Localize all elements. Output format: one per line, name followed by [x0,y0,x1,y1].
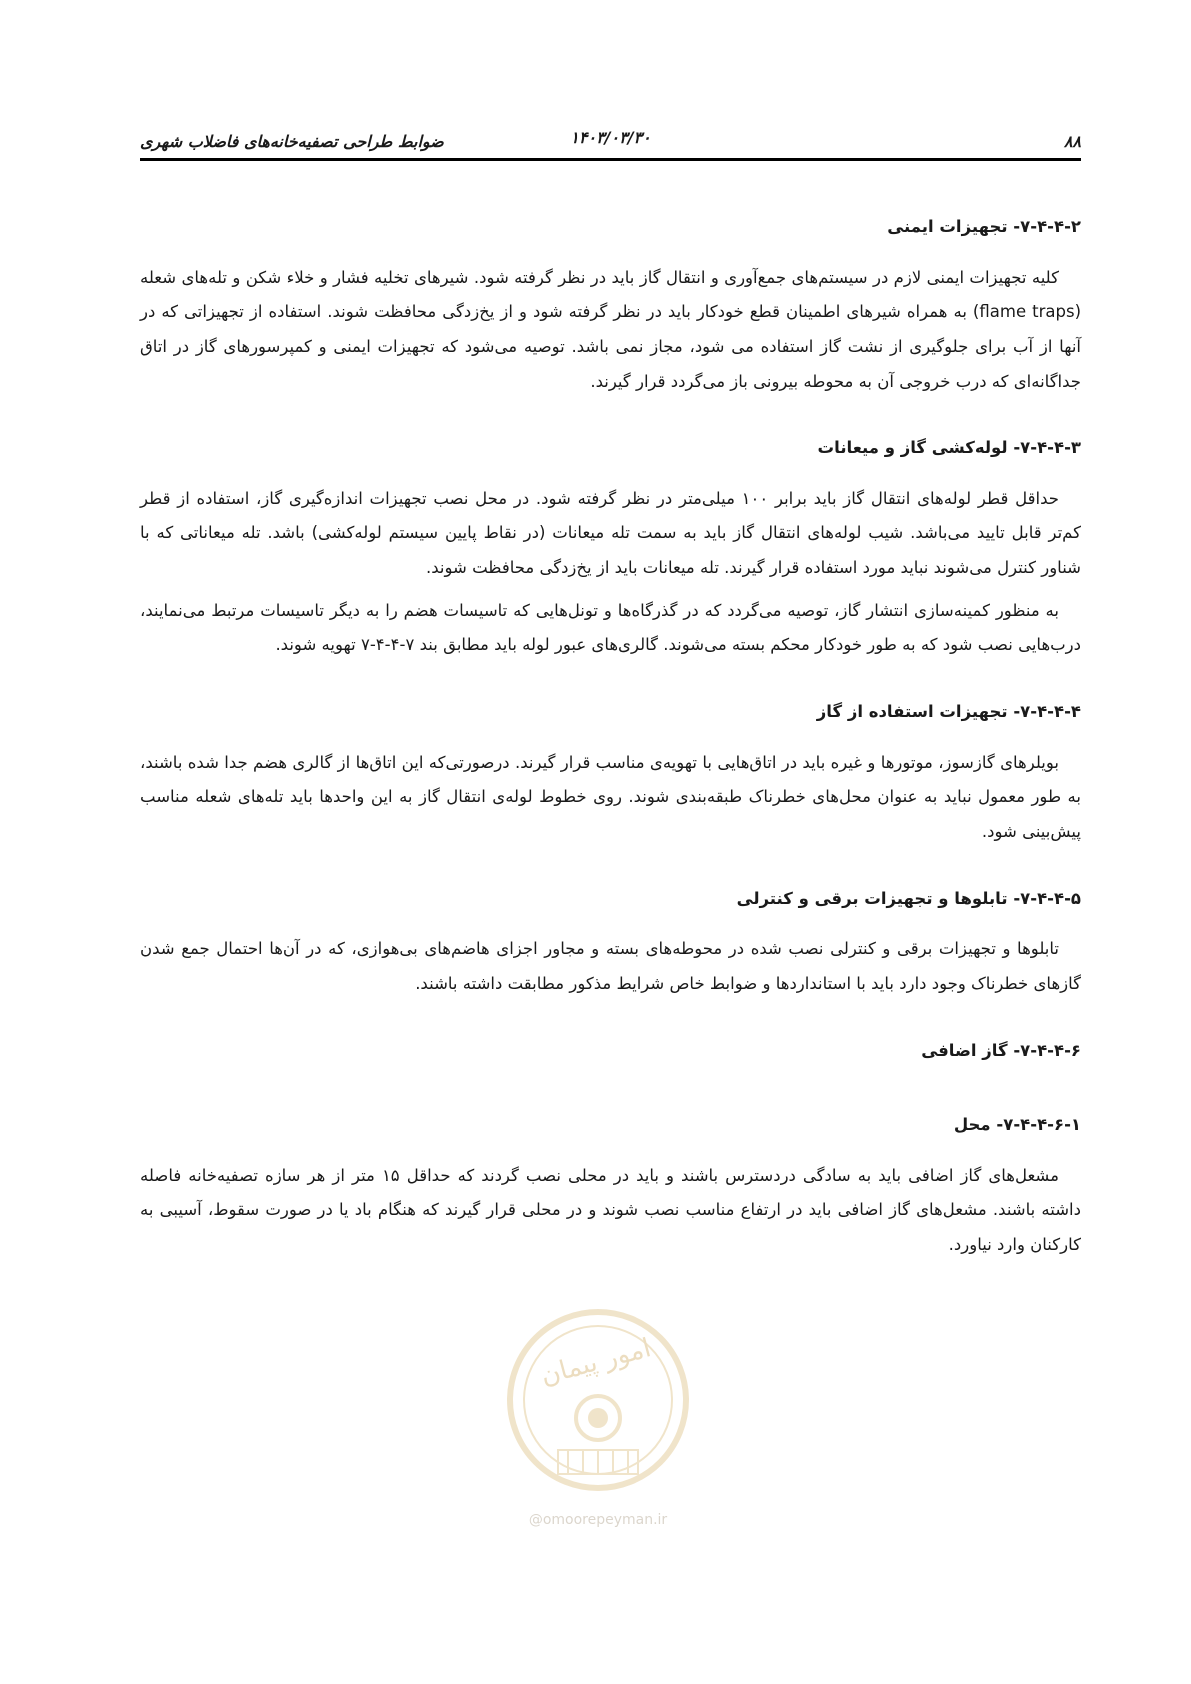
page-number: ۸۸ [1063,131,1081,151]
page-body [140,210,1081,1271]
paragraph: کلیه تجهیزات ایمنی لازم در سیستم‌های جمع‌آوری و انتقال گاز باید در نظر گرفته شود. شیرهای تخلیه فشار و خلاء شکن و تله‌های شعله (flame traps) به همراه شیرهای اطمینان قطع خودکار باید در نظر گرفته شود و از یخ‌زدگی محافظت شوند. استفاده از تجهیزاتی که در آنها از آب برای جلوگیری از نشت گاز استفاده می شود، مجاز نمی باشد. توصیه می‌شود که تجهیزات ایمنی و کمپرسورهای گاز در اتاق جداگانه‌ای که درب خروجی آن به محوطه بیرونی باز می‌گردد قرار گیرند. [140,267,1081,391]
section-title: ۷-۴-۴-۵- تابلوها و تجهیزات برقی و کنترلی [736,888,1081,908]
section-title: ۷-۴-۴-۶- گاز اضافی [921,1040,1081,1060]
paragraph: بویلرهای گازسوز، موتورها و غیره باید در اتاق‌هایی با تهویه‌ی مناسب قرار گیرند. درصورتی‌که این اتاق‌ها از گالری هضم جدا شده باشند، به طور معمول نباید به عنوان محل‌های خطرناک طبقه‌بندی شوند. روی خطوط لوله‌ی انتقال گاز به این واحدها باید تله‌های شعله مناسب پیش‌بینی شود. [140,752,1081,841]
document-title: ضوابط طراحی تصفیه‌خانه‌های فاضلاب شهری [140,131,444,151]
paragraph: مشعل‌های گاز اضافی باید به سادگی دردسترس باشند و باید در محلی نصب گردند که حداقل ۱۵ متر از هر سازه تصفیه‌خانه فاصله داشته باشند. مشعل‌های گاز اضافی باید در ارتفاع مناسب نصب شوند و در محلی قرار گیرند که هنگام باد یا در صورت سقوط، آسیبی به کارکنان وارد نیاورد. [140,1165,1081,1255]
watermark-handle: @omoorepeyman.ir [528,1512,668,1528]
section-title: ۷-۴-۴-۴- تجهیزات استفاده از گاز [816,702,1081,722]
section-title: ۷-۴-۴-۲- تجهیزات ایمنی [887,217,1081,236]
paragraph: به منظور کمینه‌سازی انتشار گاز، توصیه می‌گردد که در گذرگاه‌ها و تونل‌هایی که تاسیسات هضم را به دیگر تاسیسات مرتبط می‌نمایند، درب‌هایی نصب شود که به طور خودکار محکم بسته می‌شوند. گالری‌های عبور لوله باید مطابق بند ۷-۴-۴-۷ تهویه شوند. [140,600,1081,655]
watermark-logo [498,1300,698,1530]
section-title: ۷-۴-۴-۶-۱- محل [953,1115,1081,1135]
paragraph: حداقل قطر لوله‌های انتقال گاز باید برابر ۱۰۰ میلی‌متر در نظر گرفته شود. در محل نصب تجهیزات اندازه‌گیری گاز، استفاده از قطر کم‌تر قابل تایید می‌باشد. شیب لوله‌های انتقال گاز باید به سمت تله میعانات (در نقاط پایین سیستم لوله‌کشی) باشد. تله میعاناتی که با شناور کنترل می‌شوند نباید مورد استفاده قرار گیرند. تله میعانات باید از یخ‌زدگی محافظت شوند. [140,488,1081,578]
watermark-brand: امور پیمان [537,1333,655,1392]
running-header [140,126,1081,156]
seal-icon [498,1300,698,1510]
header-date: ۱۴۰۳/۰۳/۳۰ [570,128,651,147]
section-title: ۷-۴-۴-۳- لوله‌کشی گاز و میعانات [817,438,1081,458]
paragraph: تابلوها و تجهیزات برقی و کنترلی نصب شده در محوطه‌های بسته و مجاور اجزای هاضم‌های بی‌هوازی، که در آن‌ها احتمال جمع شدن گازهای خطرناک وجود دارد باید با استانداردها و ضوابط خاص شرایط مذکور مطابقت داشته باشند. [140,939,1081,993]
header-rule [140,158,1081,161]
